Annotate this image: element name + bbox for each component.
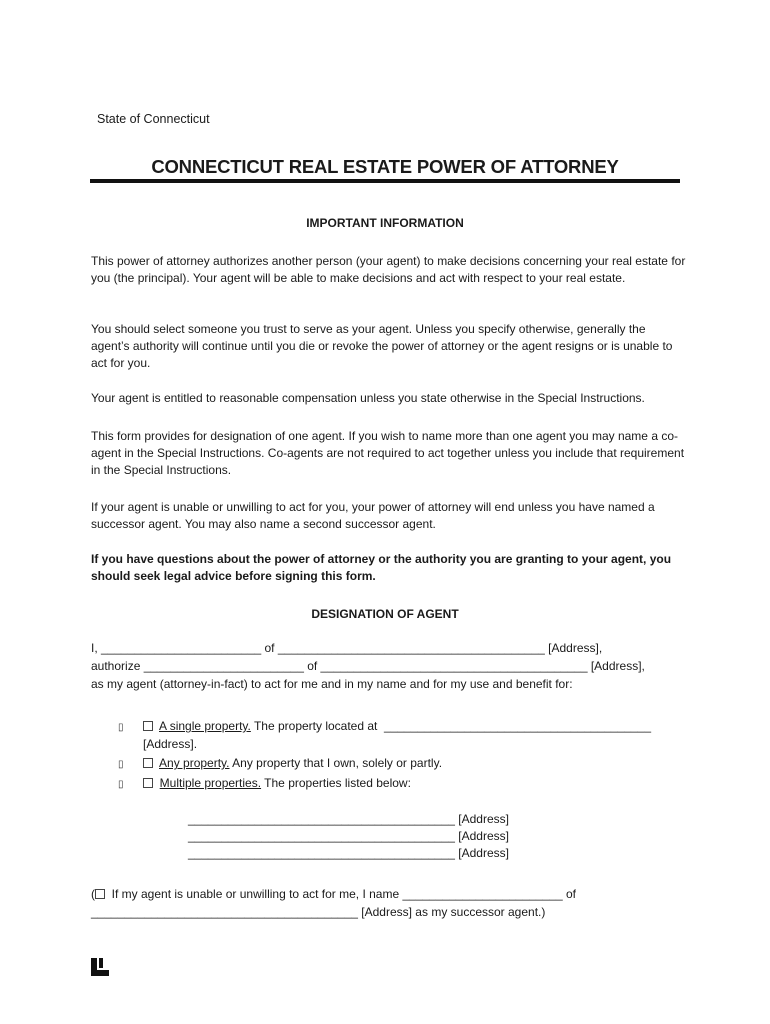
option-multiple-properties [118, 775, 124, 793]
successor-text: If my agent is unable or unwilling to act for me, I name ________________________ of [105, 887, 576, 901]
multiple-properties-text: The properties listed below: [261, 776, 411, 790]
any-property-checkbox[interactable] [143, 758, 153, 768]
successor-address-line: ________________________________________ [Address] as my successor agent.) [91, 905, 546, 919]
any-property-text: Any property that I own, solely or partly. [229, 756, 443, 770]
title-divider [90, 179, 680, 183]
agent-purpose-line: as my agent (attorney-in-fact) to act for me and in my name and for my use and benefit for: [91, 677, 573, 691]
multiple-properties-label: Multiple properties. [159, 776, 262, 790]
multiple-properties-checkbox[interactable] [143, 778, 153, 788]
successor-checkbox[interactable] [95, 889, 105, 899]
single-property-label: A single property. [159, 719, 251, 733]
designation-heading: DESIGNATION OF AGENT [311, 607, 459, 621]
successor-open-paren: ( [91, 887, 95, 901]
option-single-property-row [143, 718, 651, 735]
bullet-icon: ▯ [118, 759, 124, 770]
address-line-2: ________________________________________ [Address] [188, 829, 509, 843]
option-multiple-properties-row [143, 775, 411, 792]
paragraph-successor: If your agent is unable or unwilling to act for you, your power of attorney will end unless you have named a successor agent. You may also name a second successor agent. [91, 500, 655, 531]
bullet-icon: ▯ [118, 779, 124, 790]
paragraph-authorization: This power of attorney authorizes another person (your agent) to make decisions concerning your real estate for you (the principal). Your agent will be able to make decisions and act with respect to your real estate. [91, 254, 686, 285]
paragraph-select-agent: You should select someone you trust to serve as your agent. Unless you specify otherwise, generally the agent’s authority will continue until you die or revoke the power of attorney or the agent resigns or is unable to act for you. [91, 322, 673, 370]
document-title: CONNECTICUT REAL ESTATE POWER OF ATTORNEY [151, 156, 619, 177]
option-any-property-row [143, 755, 442, 772]
paragraph-legal-advice: If you have questions about the power of attorney or the authority you are granting to your agent, you should seek legal advice before signing this form. [91, 552, 672, 583]
address-line-3: ________________________________________ [Address] [188, 846, 509, 860]
option-any-property [118, 755, 124, 773]
important-information-heading: IMPORTANT INFORMATION [306, 216, 464, 230]
option-single-property [118, 718, 124, 736]
successor-line [91, 886, 576, 903]
brand-logo-icon [91, 958, 109, 976]
paragraph-compensation: Your agent is entitled to reasonable compensation unless you state otherwise in the Special Instructions. [91, 391, 645, 405]
authorize-line: authorize ________________________ of ________________________________________ [Address], [91, 659, 645, 673]
state-label: State of Connecticut [97, 112, 210, 126]
single-property-checkbox[interactable] [143, 721, 153, 731]
single-property-text: The property located at ________________________________________ [250, 719, 651, 733]
bullet-icon: ▯ [118, 722, 124, 733]
single-property-continuation: [Address]. [143, 737, 198, 751]
paragraph-co-agent: This form provides for designation of one agent. If you wish to name more than one agent you may name a co-agent in the Special Instructions. Co-agents are not required to act together unless you include that requirement in the Special Instructions. [91, 429, 685, 477]
principal-line: I, ________________________ of ________________________________________ [Address], [91, 641, 603, 655]
any-property-label: Any property. [159, 756, 230, 770]
address-line-1: ________________________________________ [Address] [188, 812, 509, 826]
